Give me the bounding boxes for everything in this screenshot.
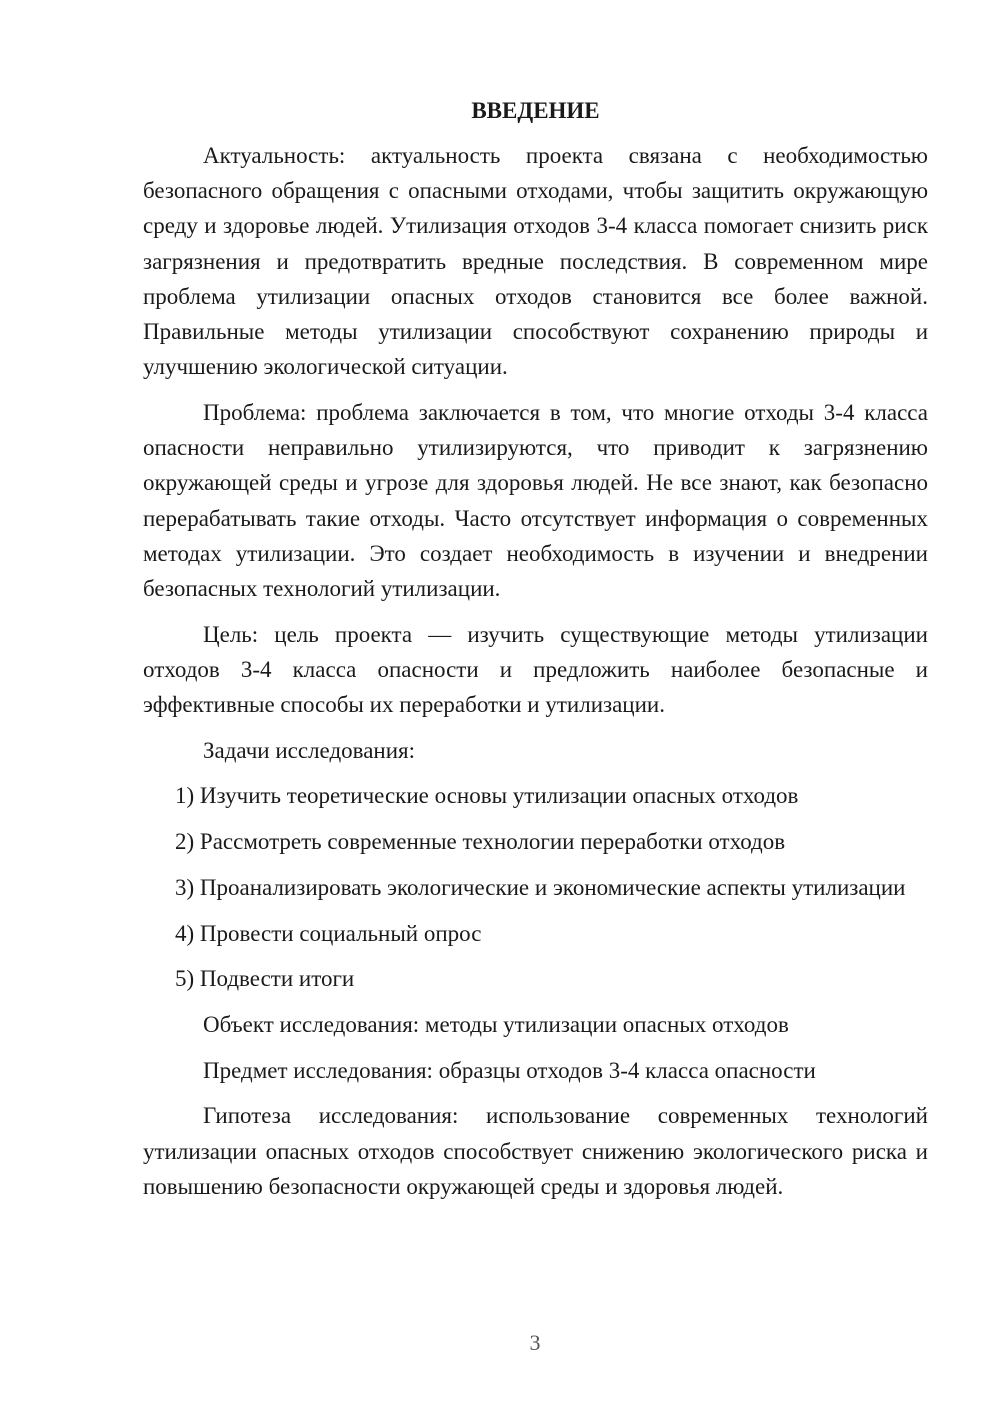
task-item: 3) Проанализировать экологические и экономические аспекты утилизации [175,874,906,900]
document-page [143,93,928,1214]
section-title: ВВЕДЕНИЕ [471,98,600,123]
relevance-paragraph: Актуальность: актуальность проекта связана с необходимостью безопасного обращения с опасными отходами, чтобы защитить окружающую среду и здоровье людей. Утилизация отходов 3-4 класса помогает снизить риск загрязнения и предотвратить вредные последствия. В современном мире проблема утилизации опасных отходов становится все более важной. Правильные методы утилизации способствуют сохранению природы и улучшению экологической ситуации. [143,143,928,380]
research-subject: Предмет исследования: образцы отходов 3-4 класса опасности [203,1057,816,1083]
task-item: 2) Рассмотреть современные технологии переработки отходов [175,829,786,855]
task-item: 5) Подвести итоги [175,966,355,992]
task-item: 1) Изучить теоретические основы утилизации опасных отходов [175,783,799,809]
research-object: Объект исследования: методы утилизации опасных отходов [203,1011,789,1037]
research-hypothesis: Гипотеза исследования: использование современных технологий утилизации опасных отходов способствует снижению экологического риска и повышению безопасности окружающей среды и здоровья людей. [143,1103,928,1199]
problem-paragraph: Проблема: проблема заключается в том, что многие отходы 3-4 класса опасности неправильно утилизируются, что приводит к загрязнению окружающей среды и угрозе для здоровья людей. Не все знают, как безопасно перерабатывать такие отходы. Часто отсутствует информация о современных методах утилизации. Это создает необходимость в изучении и внедрении безопасных технологий утилизации. [143,399,928,601]
goal-paragraph: Цель: цель проекта — изучить существующие методы утилизации отходов 3-4 класса опасности и предложить наиболее безопасные и эффективные способы их переработки и утилизации. [143,621,928,718]
task-item: 4) Провести социальный опрос [175,920,482,946]
tasks-heading: Задачи исследования: [203,737,416,763]
page-number: 3 [529,1330,541,1355]
